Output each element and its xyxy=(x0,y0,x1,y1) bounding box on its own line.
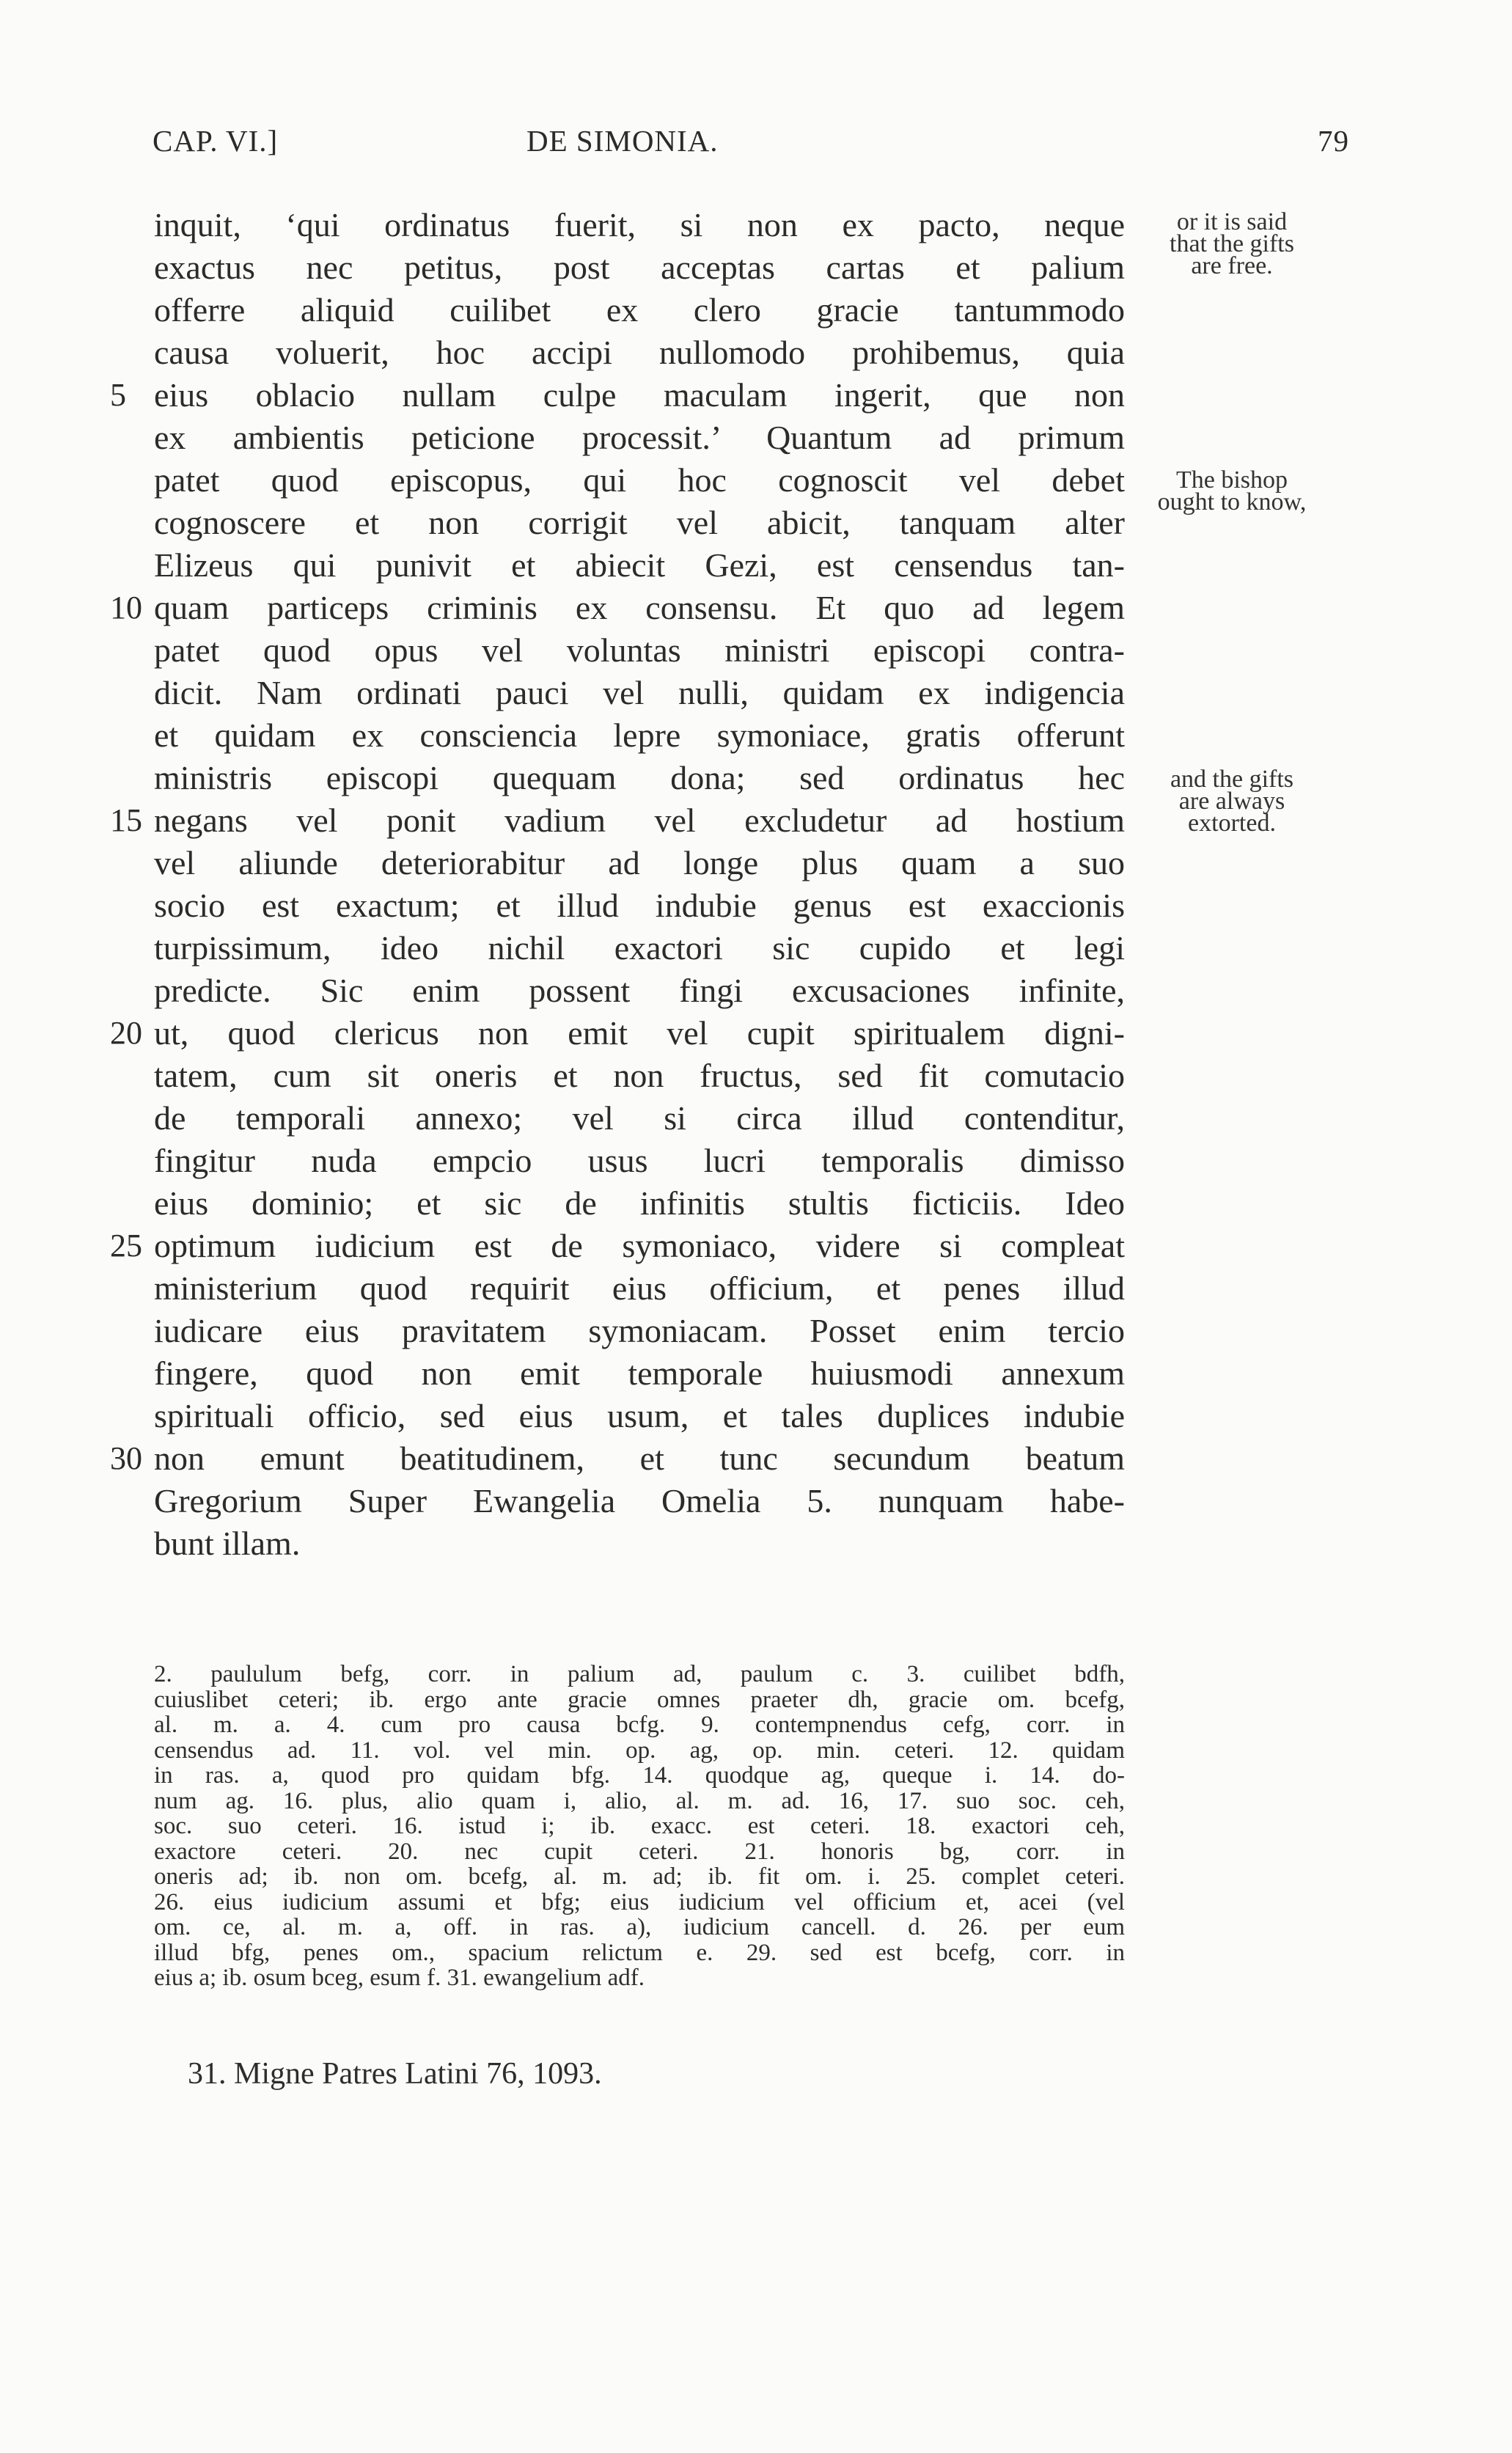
text-line xyxy=(110,1437,1125,1480)
line-text: patet quod episcopus, qui hoc cognoscit vel debet xyxy=(154,461,1125,499)
variant-notes xyxy=(154,1662,1125,1991)
line-text: eius dominio; et sic de infinitis stultis ficticiis. Ideo xyxy=(154,1184,1125,1222)
margin-note-line: ought to know, xyxy=(1157,488,1307,516)
text-line xyxy=(110,799,1125,842)
line-text: ex ambientis peticione processit.’ Quantum ad primum xyxy=(154,419,1125,456)
text-line xyxy=(154,204,1125,246)
text-line xyxy=(154,714,1125,757)
text-line xyxy=(110,1012,1125,1055)
variant-note-line: cuiuslibet ceteri; ib. ergo ante gracie omnes praeter dh, gracie om. bcefg, xyxy=(154,1686,1125,1713)
margin-note-line: and the gifts xyxy=(1170,766,1294,793)
variant-note-line: exactore ceteri. 20. nec cupit ceteri. 21. honoris bg, corr. in xyxy=(154,1838,1125,1865)
text-line xyxy=(154,1522,1125,1565)
text-line xyxy=(110,587,1125,629)
line-text: quam particeps criminis ex consensu. Et quo ad legem xyxy=(154,589,1125,626)
text-line xyxy=(154,1310,1125,1352)
line-number: 15 xyxy=(110,802,142,838)
running-title: DE SIMONIA. xyxy=(526,124,719,158)
text-line xyxy=(154,1395,1125,1437)
text-line xyxy=(154,331,1125,374)
text-line xyxy=(154,1097,1125,1140)
line-text: ut, quod clericus non emit vel cupit spiritualem digni- xyxy=(154,1014,1125,1052)
line-text: exactus nec petitus, post acceptas cartas et palium xyxy=(154,249,1125,286)
margin-note-line: or it is said xyxy=(1176,208,1288,235)
line-text: inquit, ‘qui ordinatus fuerit, si non ex pacto, neque xyxy=(154,206,1125,243)
text-line xyxy=(110,374,1125,417)
line-text: negans vel ponit vadium vel excludetur ad hostium xyxy=(154,802,1125,839)
line-text: et quidam ex consciencia lepre symoniace, gratis offerunt xyxy=(154,716,1125,754)
variant-note-line: om. ce, al. m. a, off. in ras. a), iudicium cancell. d. 26. per eum xyxy=(154,1914,1125,1940)
text-line xyxy=(110,1225,1125,1267)
margin-note-line: are always xyxy=(1178,788,1285,815)
margin-note-2 xyxy=(1129,466,1335,516)
line-number: 30 xyxy=(110,1440,142,1476)
page-number: 79 xyxy=(1318,124,1349,158)
margin-note-line: The bishop xyxy=(1175,466,1288,494)
line-text: turpissimum, ideo nichil exactori sic cupido et legi xyxy=(154,929,1125,967)
variant-note-line: num ag. 16. plus, alio quam i, alio, al. m. ad. 16, 17. suo soc. ceh, xyxy=(154,1787,1125,1814)
text-line xyxy=(154,927,1125,969)
margin-note-line: are free. xyxy=(1191,252,1273,279)
line-text: de temporali annexo; vel si circa illud contenditur, xyxy=(154,1099,1125,1137)
text-line xyxy=(154,1267,1125,1310)
text-line xyxy=(154,289,1125,331)
text-line xyxy=(154,459,1125,502)
variant-note-line: in ras. a, quod pro quidam bfg. 14. quodque ag, queque i. 14. do- xyxy=(154,1762,1125,1789)
margin-note-3 xyxy=(1144,766,1320,837)
line-text: cognoscere et non corrigit vel abicit, tanquam alter xyxy=(154,504,1125,541)
line-text: ministerium quod requirit eius officium, et penes illud xyxy=(154,1269,1125,1307)
text-line xyxy=(154,1182,1125,1225)
line-text: ministris episcopi quequam dona; sed ordinatus hec xyxy=(154,759,1125,796)
variant-note-line: oneris ad; ib. non om. bcefg, al. m. ad; ib. fit om. i. 25. complet ceteri. xyxy=(154,1863,1125,1890)
line-text: patet quod opus vel voluntas ministri episcopi contra- xyxy=(154,631,1125,669)
text-line xyxy=(154,1352,1125,1395)
variant-note-line: censendus ad. 11. vol. vel min. op. ag, op. min. ceteri. 12. quidam xyxy=(154,1737,1125,1764)
margin-note-line: extorted. xyxy=(1188,810,1276,837)
line-text: iudicare eius pravitatem symoniacam. Posset enim tercio xyxy=(154,1312,1125,1349)
text-line xyxy=(154,1480,1125,1522)
variant-note-line: 2. paululum befg, corr. in palium ad, paulum c. 3. cuilibet bdfh, xyxy=(154,1661,1125,1687)
line-text: offerre aliquid cuilibet ex clero gracie tantummodo xyxy=(154,291,1125,329)
text-line xyxy=(154,502,1125,544)
text-line xyxy=(154,842,1125,884)
line-text: predicte. Sic enim possent fingi excusaciones infinite, xyxy=(154,972,1125,1009)
line-number: 5 xyxy=(110,377,126,413)
line-text: causa voluerit, hoc accipi nullomodo prohibemus, quia xyxy=(154,334,1125,371)
text-line xyxy=(154,757,1125,799)
line-text: socio est exactum; et illud indubie genus est exaccionis xyxy=(154,887,1125,924)
variant-note-line: eius a; ib. osum bceg, esum f. 31. ewangelium adf. xyxy=(154,1965,645,1991)
text-line xyxy=(154,1055,1125,1097)
line-text: Elizeus qui punivit et abiecit Gezi, est censendus tan- xyxy=(154,546,1125,584)
running-header xyxy=(153,123,1349,167)
line-text: vel aliunde deteriorabitur ad longe plus quam a suo xyxy=(154,844,1125,881)
line-text: eius oblacio nullam culpe maculam ingerit, que non xyxy=(154,376,1125,414)
text-line xyxy=(154,672,1125,714)
line-text: fingitur nuda empcio usus lucri temporalis dimisso xyxy=(154,1142,1125,1179)
text-line xyxy=(154,969,1125,1012)
line-text: tatem, cum sit oneris et non fructus, sed fit comutacio xyxy=(154,1057,1125,1094)
text-line xyxy=(154,544,1125,587)
line-text: fingere, quod non emit temporale huiusmodi annexum xyxy=(154,1354,1125,1392)
margin-note-1 xyxy=(1144,208,1320,279)
variant-note-line: al. m. a. 4. cum pro causa bcfg. 9. contempnendus cefg, corr. in xyxy=(154,1712,1125,1738)
variant-note-line: 26. eius iudicium assumi et bfg; eius iudicium vel officium et, acei (vel xyxy=(154,1888,1125,1915)
text-line xyxy=(154,417,1125,459)
reference-note: 31. Migne Patres Latini 76, 1093. xyxy=(188,2057,602,2091)
line-text: spirituali officio, sed eius usum, et tales duplices indubie xyxy=(154,1397,1125,1434)
line-number: 20 xyxy=(110,1015,142,1051)
variant-note-line: illud bfg, penes om., spacium relictum e. 29. sed est bcefg, corr. in xyxy=(154,1939,1125,1966)
line-number: 25 xyxy=(110,1228,142,1264)
line-text: optimum iudicium est de symoniaco, videre si compleat xyxy=(154,1227,1125,1264)
variant-note-line: soc. suo ceteri. 16. istud i; ib. exacc. est ceteri. 18. exactori ceh, xyxy=(154,1813,1125,1839)
text-line xyxy=(154,1140,1125,1182)
main-text xyxy=(110,204,1125,1565)
line-text: non emunt beatitudinem, et tunc secundum beatum xyxy=(154,1440,1125,1477)
text-line xyxy=(154,884,1125,927)
line-number: 10 xyxy=(110,590,142,626)
line-text: dicit. Nam ordinati pauci vel nulli, quidam ex indigencia xyxy=(154,674,1125,711)
text-line xyxy=(154,629,1125,672)
chapter-label: CAP. VI.] xyxy=(153,124,279,158)
margin-note-line: that the gifts xyxy=(1170,230,1294,257)
line-text: Gregorium Super Ewangelia Omelia 5. nunquam habe- xyxy=(154,1482,1125,1519)
text-line xyxy=(154,246,1125,289)
line-text: bunt illam. xyxy=(154,1525,301,1562)
